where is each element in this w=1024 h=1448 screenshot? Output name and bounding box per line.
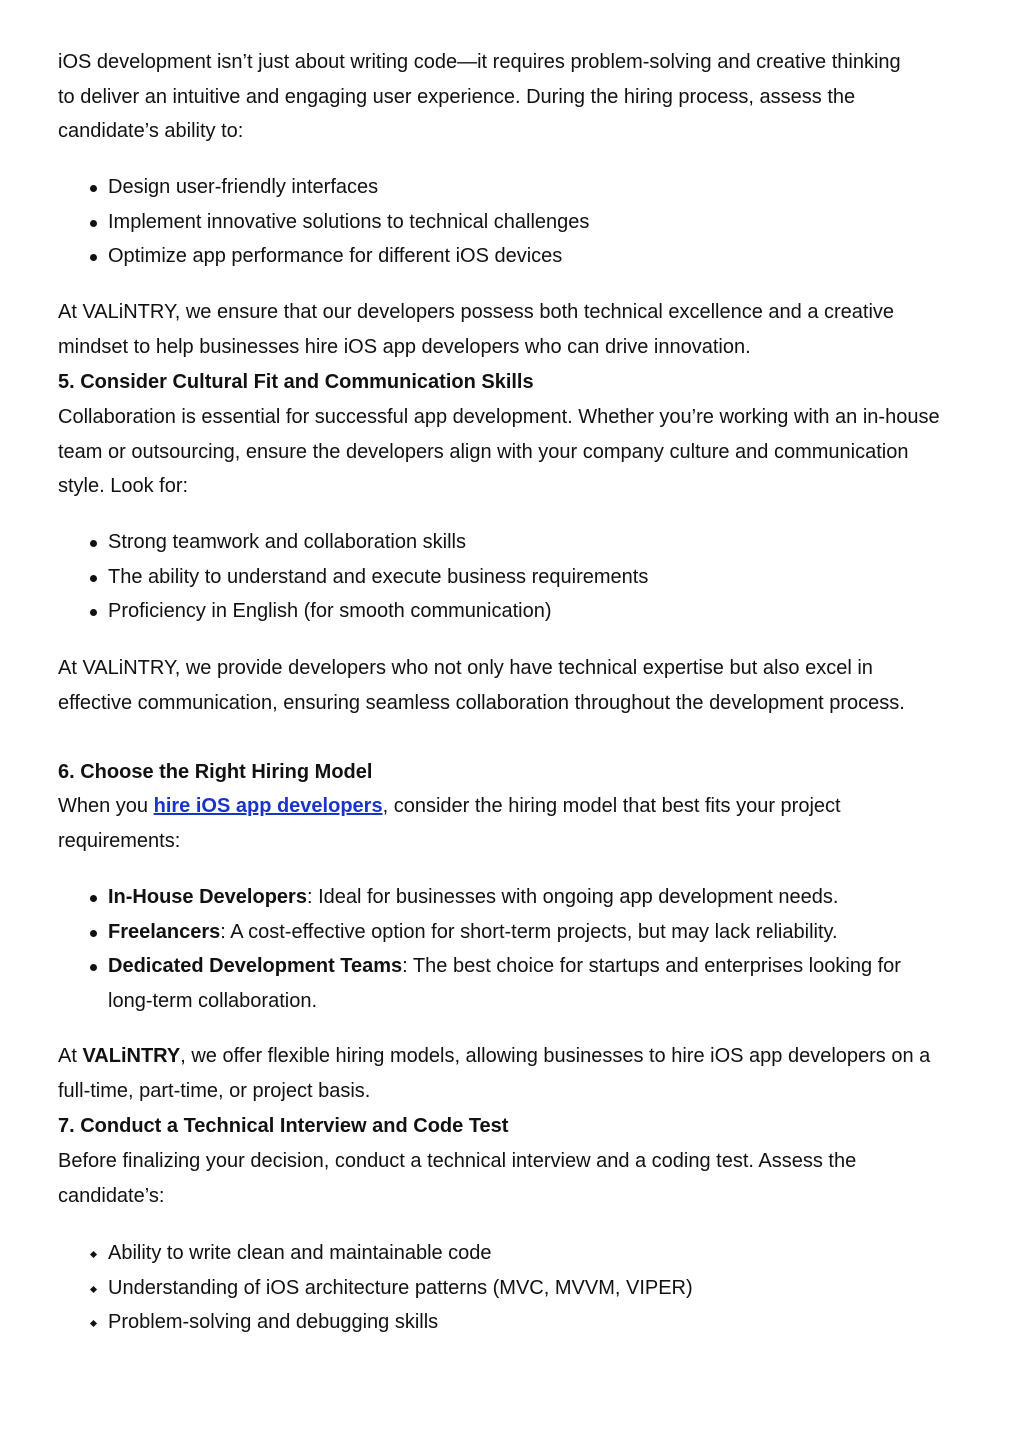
bullet-dot-icon (90, 540, 97, 547)
technical-interview-bullet-list (90, 1236, 970, 1340)
bullet-dot-icon (90, 254, 97, 261)
bullet-dot-icon (90, 964, 97, 971)
list-item: Understanding of iOS architecture patterns (MVC, MVVM, VIPER) (90, 1271, 970, 1306)
brand-name: VALiNTRY (82, 1045, 181, 1067)
hiring-model-bullet-list (90, 880, 970, 1019)
cultural-fit-bullet-list (90, 525, 970, 629)
list-item: Ability to write clean and maintainable code (90, 1236, 970, 1271)
list-item: In-House Developers: Ideal for businesses with ongoing app development needs. (90, 880, 970, 915)
valintry-communication-paragraph: At VALiNTRY, we provide developers who not only have technical expertise but also excel in effective communication, ensuring seamless collaboration throughout the development process. (58, 657, 905, 714)
list-item: Dedicated Development Teams: The best choice for startups and enterprises looking for long-term collaboration. (90, 949, 938, 1018)
hire-ios-developers-link[interactable]: hire iOS app developers (153, 795, 383, 817)
bullet-dot-icon (90, 895, 97, 902)
list-item: Strong teamwork and collaboration skills (90, 525, 970, 560)
valintry-creative-paragraph: At VALiNTRY, we ensure that our developers possess both technical excellence and a creative mindset to help businesses hire iOS app developers who can drive innovation. (58, 301, 895, 358)
bullet-dot-icon (90, 575, 97, 582)
section-6-heading: 6. Choose the Right Hiring Model (58, 761, 373, 783)
bullet-dot-icon (90, 185, 97, 192)
bullet-diamond-icon (90, 1286, 97, 1293)
intro-paragraph: iOS development isn’t just about writing code—it requires problem-solving and creative thinking to deliver an intuitive and engaging user experience. During the hiring process, assess the candidate’s ability to: (58, 51, 901, 143)
bullet-dot-icon (90, 930, 97, 937)
valintry-hiring-paragraph: At VALiNTRY, we offer flexible hiring models, allowing businesses to hire iOS app developers on a full-time, part-time, or project basis. (58, 1045, 931, 1102)
list-item: Proficiency in English (for smooth communication) (90, 594, 970, 629)
list-item: Optimize app performance for different iOS devices (90, 239, 970, 274)
list-item: The ability to understand and execute business requirements (90, 560, 970, 595)
list-item: Problem-solving and debugging skills (90, 1305, 970, 1340)
bullet-dot-icon (90, 609, 97, 616)
list-item: Implement innovative solutions to technical challenges (90, 205, 970, 240)
section-5-intro-paragraph: Collaboration is essential for successful app development. Whether you’re working with an in-house team or outsourcing, ensure the developers align with your company culture and communication style. Look for: (58, 406, 940, 498)
creativity-bullet-list (90, 170, 970, 274)
section-7-heading: 7. Conduct a Technical Interview and Code Test (58, 1115, 509, 1137)
bullet-diamond-icon (90, 1320, 97, 1327)
bullet-diamond-icon (90, 1251, 97, 1258)
section-7-intro-paragraph: Before finalizing your decision, conduct a technical interview and a coding test. Assess the candidate’s: (58, 1150, 857, 1207)
section-5-heading: 5. Consider Cultural Fit and Communication Skills (58, 371, 534, 393)
list-item: Freelancers: A cost-effective option for short-term projects, but may lack reliability. (90, 915, 970, 950)
bullet-dot-icon (90, 220, 97, 227)
section-6-intro-paragraph: When you hire iOS app developers, consider the hiring model that best fits your project requirements: (58, 795, 841, 852)
list-item: Design user-friendly interfaces (90, 170, 970, 205)
